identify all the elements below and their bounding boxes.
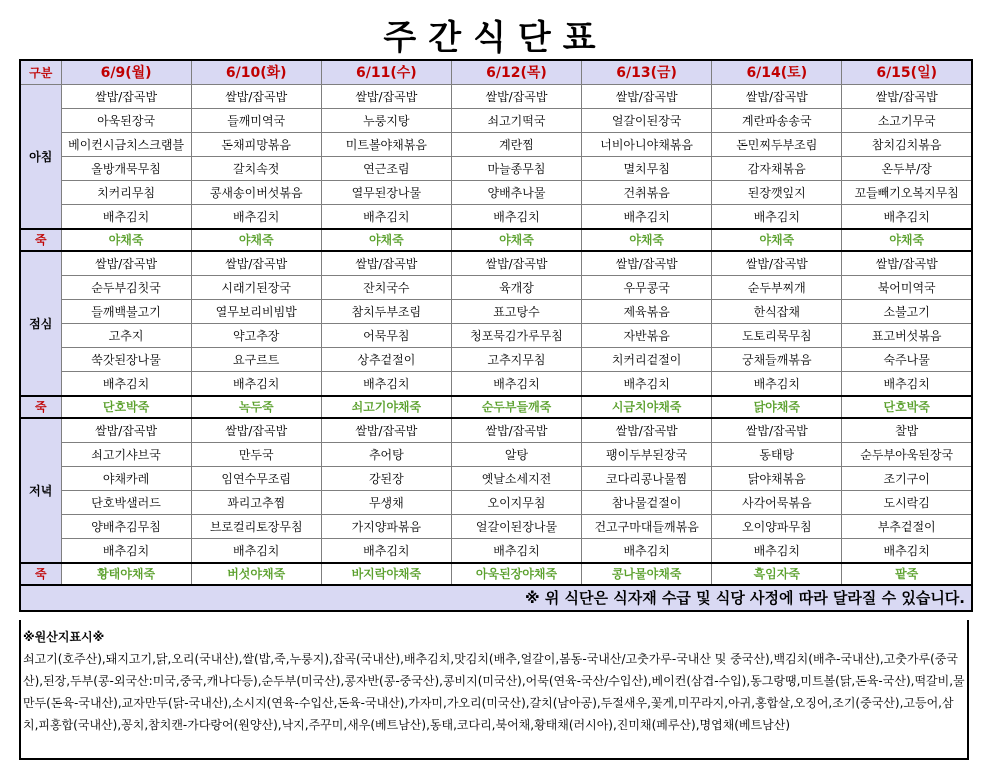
menu-cell: 순두부아욱된장국 bbox=[842, 443, 972, 467]
juk-cell: 아욱된장야채죽 bbox=[451, 563, 581, 585]
menu-cell: 참치두부조림 bbox=[321, 300, 451, 324]
menu-cell: 치커리겉절이 bbox=[582, 348, 712, 372]
menu-cell: 추어탕 bbox=[321, 443, 451, 467]
menu-cell: 올방개묵무침 bbox=[61, 157, 191, 181]
header-row bbox=[20, 60, 972, 85]
header-gubun: 구분 bbox=[20, 60, 61, 85]
header-day: 6/11(수) bbox=[321, 60, 451, 85]
menu-cell: 쌀밥/잡곡밥 bbox=[321, 251, 451, 276]
menu-cell: 상추겉절이 bbox=[321, 348, 451, 372]
juk-cell: 야채죽 bbox=[61, 229, 191, 251]
menu-cell: 온두부/장 bbox=[842, 157, 972, 181]
menu-cell: 열무보리비빔밥 bbox=[191, 300, 321, 324]
menu-cell: 북어미역국 bbox=[842, 276, 972, 300]
menu-cell: 동태탕 bbox=[712, 443, 842, 467]
menu-table bbox=[19, 59, 973, 612]
menu-cell: 쌀밥/잡곡밥 bbox=[61, 251, 191, 276]
menu-cell: 약고추장 bbox=[191, 324, 321, 348]
menu-cell: 배추김치 bbox=[451, 205, 581, 230]
juk-row bbox=[20, 563, 972, 585]
juk-cell: 야채죽 bbox=[582, 229, 712, 251]
juk-cell: 순두부들깨죽 bbox=[451, 396, 581, 418]
menu-cell: 들깨백불고기 bbox=[61, 300, 191, 324]
menu-cell: 숙주나물 bbox=[842, 348, 972, 372]
menu-cell: 배추김치 bbox=[712, 205, 842, 230]
menu-cell: 도시락김 bbox=[842, 491, 972, 515]
menu-cell: 얼갈이된장나물 bbox=[451, 515, 581, 539]
juk-cell: 버섯야채죽 bbox=[191, 563, 321, 585]
menu-cell: 시래기된장국 bbox=[191, 276, 321, 300]
menu-cell: 쌀밥/잡곡밥 bbox=[451, 251, 581, 276]
juk-cell: 야채죽 bbox=[712, 229, 842, 251]
menu-cell: 배추김치 bbox=[61, 205, 191, 230]
juk-cell: 쇠고기야채죽 bbox=[321, 396, 451, 418]
menu-cell: 쇠고기샤브국 bbox=[61, 443, 191, 467]
menu-cell: 코다리콩나물찜 bbox=[582, 467, 712, 491]
menu-row bbox=[20, 372, 972, 397]
menu-cell: 배추김치 bbox=[582, 372, 712, 397]
menu-cell: 고추지 bbox=[61, 324, 191, 348]
menu-row bbox=[20, 443, 972, 467]
menu-cell: 들깨미역국 bbox=[191, 109, 321, 133]
menu-cell: 어묵무침 bbox=[321, 324, 451, 348]
menu-cell: 소고기무국 bbox=[842, 109, 972, 133]
menu-cell: 참치김치볶음 bbox=[842, 133, 972, 157]
menu-cell: 쌀밥/잡곡밥 bbox=[191, 85, 321, 109]
menu-cell: 누룽지탕 bbox=[321, 109, 451, 133]
page-title: 주간식단표 bbox=[383, 18, 608, 58]
menu-cell: 궁채들깨볶음 bbox=[712, 348, 842, 372]
menu-cell: 단호박샐러드 bbox=[61, 491, 191, 515]
menu-cell: 가지양파볶음 bbox=[321, 515, 451, 539]
juk-cell: 야채죽 bbox=[842, 229, 972, 251]
menu-cell: 쌀밥/잡곡밥 bbox=[842, 85, 972, 109]
menu-cell: 닭야채볶음 bbox=[712, 467, 842, 491]
menu-cell: 배추김치 bbox=[451, 539, 581, 564]
menu-cell: 베이컨시금치스크램블 bbox=[61, 133, 191, 157]
juk-cell: 콩나물야채죽 bbox=[582, 563, 712, 585]
menu-cell: 너비아니야채볶음 bbox=[582, 133, 712, 157]
juk-cell: 바지락야채죽 bbox=[321, 563, 451, 585]
menu-cell: 한식잡채 bbox=[712, 300, 842, 324]
menu-cell: 쌀밥/잡곡밥 bbox=[712, 251, 842, 276]
menu-cell: 쌀밥/잡곡밥 bbox=[321, 418, 451, 443]
menu-cell: 쌀밥/잡곡밥 bbox=[191, 251, 321, 276]
menu-row bbox=[20, 157, 972, 181]
menu-row bbox=[20, 348, 972, 372]
menu-row bbox=[20, 133, 972, 157]
menu-cell: 쌀밥/잡곡밥 bbox=[191, 418, 321, 443]
menu-cell: 배추김치 bbox=[451, 372, 581, 397]
juk-cell: 야채죽 bbox=[321, 229, 451, 251]
menu-cell: 계란찜 bbox=[451, 133, 581, 157]
menu-cell: 배추김치 bbox=[61, 372, 191, 397]
menu-cell: 오이지무침 bbox=[451, 491, 581, 515]
menu-row bbox=[20, 181, 972, 205]
origin-info bbox=[19, 620, 969, 760]
menu-cell: 배추김치 bbox=[582, 205, 712, 230]
menu-cell: 건취볶음 bbox=[582, 181, 712, 205]
menu-cell: 쌀밥/잡곡밥 bbox=[582, 251, 712, 276]
menu-cell: 쌀밥/잡곡밥 bbox=[582, 85, 712, 109]
menu-row bbox=[20, 539, 972, 564]
menu-row bbox=[20, 109, 972, 133]
juk-cell: 녹두죽 bbox=[191, 396, 321, 418]
juk-row bbox=[20, 396, 972, 418]
menu-cell: 청포묵김가루무침 bbox=[451, 324, 581, 348]
menu-row bbox=[20, 276, 972, 300]
menu-cell: 배추김치 bbox=[191, 372, 321, 397]
header-day: 6/12(목) bbox=[451, 60, 581, 85]
menu-cell: 배추김치 bbox=[842, 372, 972, 397]
menu-cell: 콩새송이버섯볶음 bbox=[191, 181, 321, 205]
menu-cell: 쌀밥/잡곡밥 bbox=[582, 418, 712, 443]
menu-cell: 양배추김무침 bbox=[61, 515, 191, 539]
menu-cell: 야채카레 bbox=[61, 467, 191, 491]
menu-cell: 표고탕수 bbox=[451, 300, 581, 324]
meal-label: 아침 bbox=[20, 85, 61, 230]
menu-cell: 우무콩국 bbox=[582, 276, 712, 300]
meal-label: 저녁 bbox=[20, 418, 61, 563]
menu-cell: 건고구마대들깨볶음 bbox=[582, 515, 712, 539]
juk-cell: 황태야채죽 bbox=[61, 563, 191, 585]
menu-cell: 배추김치 bbox=[191, 205, 321, 230]
menu-cell: 오이양파무침 bbox=[712, 515, 842, 539]
menu-cell: 마늘종무침 bbox=[451, 157, 581, 181]
menu-cell: 감자채볶음 bbox=[712, 157, 842, 181]
juk-label: 죽 bbox=[20, 229, 61, 251]
menu-cell: 배추김치 bbox=[191, 539, 321, 564]
notice-text: ※ 위 식단은 식자재 수급 및 식당 사정에 따라 달라질 수 있습니다. bbox=[20, 585, 972, 611]
menu-cell: 배추김치 bbox=[321, 205, 451, 230]
menu-cell: 부추겉절이 bbox=[842, 515, 972, 539]
menu-row bbox=[20, 491, 972, 515]
menu-cell: 자반볶음 bbox=[582, 324, 712, 348]
menu-row bbox=[20, 515, 972, 539]
menu-cell: 배추김치 bbox=[842, 205, 972, 230]
menu-row bbox=[20, 205, 972, 230]
menu-cell: 육개장 bbox=[451, 276, 581, 300]
menu-cell: 미트볼야채볶음 bbox=[321, 133, 451, 157]
menu-cell: 꼬들빼기오복지무침 bbox=[842, 181, 972, 205]
menu-body bbox=[20, 85, 972, 612]
menu-cell: 표고버섯볶음 bbox=[842, 324, 972, 348]
menu-cell: 강된장 bbox=[321, 467, 451, 491]
menu-cell: 갈치속젓 bbox=[191, 157, 321, 181]
menu-cell: 요구르트 bbox=[191, 348, 321, 372]
menu-cell: 사각어묵볶음 bbox=[712, 491, 842, 515]
menu-cell: 배추김치 bbox=[842, 539, 972, 564]
menu-row bbox=[20, 251, 972, 276]
menu-cell: 알탕 bbox=[451, 443, 581, 467]
menu-cell: 순두부찌개 bbox=[712, 276, 842, 300]
menu-cell: 쇠고기떡국 bbox=[451, 109, 581, 133]
menu-cell: 쌀밥/잡곡밥 bbox=[61, 85, 191, 109]
menu-cell: 조기구이 bbox=[842, 467, 972, 491]
menu-cell: 쑥갓된장나물 bbox=[61, 348, 191, 372]
menu-row bbox=[20, 85, 972, 109]
juk-cell: 야채죽 bbox=[451, 229, 581, 251]
menu-cell: 고추지무침 bbox=[451, 348, 581, 372]
menu-cell: 참나물겉절이 bbox=[582, 491, 712, 515]
menu-cell: 양배추나물 bbox=[451, 181, 581, 205]
menu-cell: 멸치무침 bbox=[582, 157, 712, 181]
menu-cell: 쌀밥/잡곡밥 bbox=[61, 418, 191, 443]
menu-row bbox=[20, 300, 972, 324]
header-day: 6/9(월) bbox=[61, 60, 191, 85]
origin-text: 쇠고기(호주산),돼지고기,닭,오리(국내산),쌀(밥,죽,누룽지),잡곡(국내산),배추김치,맛김치(배추,얼갈이,봄동-국내산/고춧가루-국내산 및 중국산),백김치(배추-국내산),고춧가루(중국산),된장,두부(콩-외국산:미국,중국,캐나다등),순두부(미국산),콩자반(콩-중국산),콩비지(미국산),어묵(연육-국산/수입산),베이컨(삼겹-수입),동그랑땡,미트볼(닭,돈육-국산),떡갈비,물만두(돈육-국내산),교자만두(닭-국내산),소시지(연육-수입산,돈육-국내산),가자미,가오리(미국산),갈치(남아공),두절새우,꽃게,미꾸라지,아귀,홍합살,오징어,조기(중국산),고등어,삼치,피홍합(국내산),꽁치,참치캔-가다랑어(원양산),낙지,주꾸미,새우(베트남산),동태,코다리,북어채,황태채(러시아),진미채(페루산),명엽채(베트남산) bbox=[23, 652, 965, 732]
juk-label: 죽 bbox=[20, 563, 61, 585]
menu-cell: 쌀밥/잡곡밥 bbox=[451, 418, 581, 443]
menu-cell: 순두부김칫국 bbox=[61, 276, 191, 300]
menu-row bbox=[20, 418, 972, 443]
juk-cell: 팥죽 bbox=[842, 563, 972, 585]
menu-cell: 쌀밥/잡곡밥 bbox=[842, 251, 972, 276]
menu-cell: 도토리묵무침 bbox=[712, 324, 842, 348]
origin-title: ※원산지표시※ bbox=[23, 630, 105, 644]
menu-cell: 쌀밥/잡곡밥 bbox=[712, 418, 842, 443]
juk-row bbox=[20, 229, 972, 251]
menu-cell: 열무된장나물 bbox=[321, 181, 451, 205]
menu-cell: 팽이두부된장국 bbox=[582, 443, 712, 467]
juk-cell: 단호박죽 bbox=[842, 396, 972, 418]
juk-label: 죽 bbox=[20, 396, 61, 418]
menu-row bbox=[20, 324, 972, 348]
header-day: 6/10(화) bbox=[191, 60, 321, 85]
menu-cell: 소불고기 bbox=[842, 300, 972, 324]
menu-row bbox=[20, 467, 972, 491]
menu-cell: 임연수무조림 bbox=[191, 467, 321, 491]
menu-cell: 계란파송송국 bbox=[712, 109, 842, 133]
menu-cell: 배추김치 bbox=[61, 539, 191, 564]
menu-cell: 쌀밥/잡곡밥 bbox=[451, 85, 581, 109]
menu-cell: 된장깻잎지 bbox=[712, 181, 842, 205]
menu-cell: 연근조림 bbox=[321, 157, 451, 181]
juk-cell: 닭야채죽 bbox=[712, 396, 842, 418]
menu-cell: 배추김치 bbox=[712, 372, 842, 397]
juk-cell: 흑임자죽 bbox=[712, 563, 842, 585]
juk-cell: 야채죽 bbox=[191, 229, 321, 251]
header-day: 6/13(금) bbox=[582, 60, 712, 85]
menu-cell: 제육볶음 bbox=[582, 300, 712, 324]
menu-cell: 옛날소세지전 bbox=[451, 467, 581, 491]
menu-cell: 만두국 bbox=[191, 443, 321, 467]
menu-cell: 돈채피망볶음 bbox=[191, 133, 321, 157]
menu-cell: 배추김치 bbox=[582, 539, 712, 564]
menu-cell: 잔치국수 bbox=[321, 276, 451, 300]
menu-cell: 브로컬리토장무침 bbox=[191, 515, 321, 539]
menu-cell: 꽈리고추찜 bbox=[191, 491, 321, 515]
menu-cell: 쌀밥/잡곡밥 bbox=[712, 85, 842, 109]
menu-cell: 배추김치 bbox=[321, 539, 451, 564]
notice-row bbox=[20, 585, 972, 611]
menu-cell: 배추김치 bbox=[712, 539, 842, 564]
menu-cell: 치커리무침 bbox=[61, 181, 191, 205]
menu-cell: 돈민찌두부조림 bbox=[712, 133, 842, 157]
meal-label: 점심 bbox=[20, 251, 61, 396]
header-day: 6/15(일) bbox=[842, 60, 972, 85]
juk-cell: 단호박죽 bbox=[61, 396, 191, 418]
header-day: 6/14(토) bbox=[712, 60, 842, 85]
menu-cell: 배추김치 bbox=[321, 372, 451, 397]
menu-cell: 무생채 bbox=[321, 491, 451, 515]
menu-cell: 얼갈이된장국 bbox=[582, 109, 712, 133]
menu-cell: 아욱된장국 bbox=[61, 109, 191, 133]
menu-cell: 쌀밥/잡곡밥 bbox=[321, 85, 451, 109]
juk-cell: 시금치야채죽 bbox=[582, 396, 712, 418]
menu-cell: 찰밥 bbox=[842, 418, 972, 443]
